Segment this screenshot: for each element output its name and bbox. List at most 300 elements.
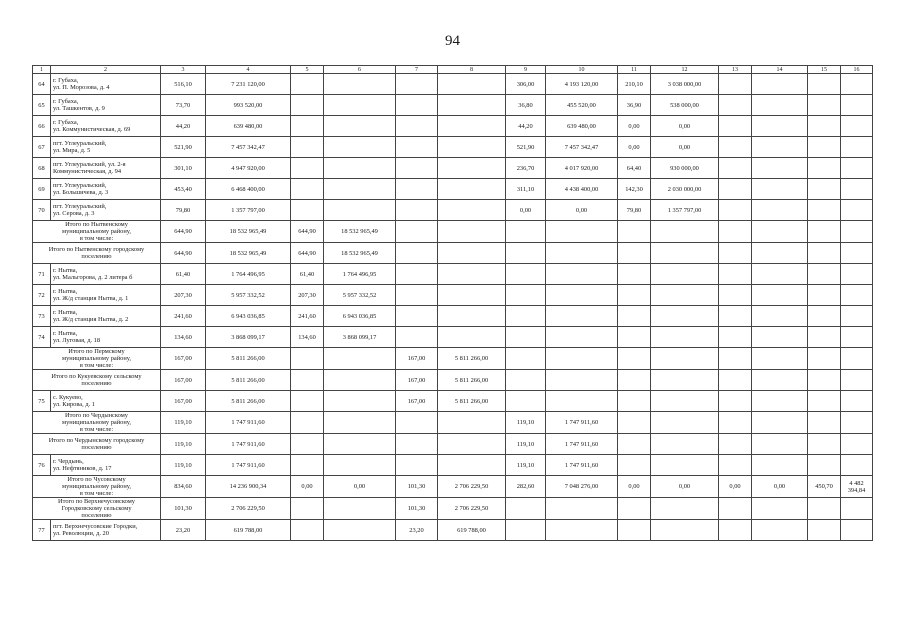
address-cell: г. Нытва, ул. Ж/д станция Нытва, д. 2 [51,306,161,327]
value-cell [808,520,841,541]
value-cell: 301,10 [161,158,206,179]
value-cell: 311,10 [506,179,546,200]
address-cell: пгт. Верхнечусовские Городки, ул. Революции, д. 20 [51,520,161,541]
value-cell [546,243,618,264]
total-row [33,412,873,434]
total-row [33,370,873,391]
value-cell [719,243,752,264]
value-cell: 538 000,00 [651,95,719,116]
value-cell [752,285,808,306]
value-cell [438,95,506,116]
value-cell: 241,60 [291,306,324,327]
value-cell [841,95,873,116]
value-cell [752,348,808,370]
value-cell [438,306,506,327]
value-cell [291,412,324,434]
value-cell [808,348,841,370]
value-cell [438,327,506,348]
value-cell [324,498,396,520]
column-header: 1 [33,66,51,74]
value-cell [719,264,752,285]
value-cell: 0,00 [546,200,618,221]
value-cell [396,243,438,264]
row-number: 65 [33,95,51,116]
column-header: 5 [291,66,324,74]
value-cell [324,158,396,179]
value-cell [651,243,719,264]
row-number: 76 [33,455,51,476]
value-cell: 44,20 [161,116,206,137]
value-cell [291,391,324,412]
value-cell [506,243,546,264]
value-cell [719,520,752,541]
value-cell [324,179,396,200]
value-cell: 4 947 920,00 [206,158,291,179]
value-cell [396,264,438,285]
value-cell [719,348,752,370]
value-cell: 236,70 [506,158,546,179]
value-cell: 7 457 342,47 [206,137,291,158]
value-cell: 18 532 965,49 [206,243,291,264]
value-cell: 644,90 [161,221,206,243]
value-cell: 3 868 099,17 [206,327,291,348]
value-cell: 7 457 342,47 [546,137,618,158]
value-cell: 101,30 [396,476,438,498]
table-row [33,520,873,541]
value-cell [618,391,651,412]
value-cell [396,137,438,158]
value-cell [651,391,719,412]
value-cell [618,348,651,370]
table-row [33,179,873,200]
value-cell: 4 193 120,00 [546,74,618,95]
value-cell [396,285,438,306]
value-cell [719,74,752,95]
value-cell: 44,20 [506,116,546,137]
value-cell: 306,00 [506,74,546,95]
value-cell [291,74,324,95]
value-cell: 5 811 266,00 [206,348,291,370]
page-number: 94 [445,33,460,49]
column-header: 9 [506,66,546,74]
value-cell [841,434,873,455]
value-cell: 18 532 965,49 [324,243,396,264]
value-cell: 644,90 [291,221,324,243]
value-cell [546,348,618,370]
total-label: Итого по Кукуевскому сельскому поселению [33,370,161,391]
total-label: Итого по Чердынскому городскому поселению [33,434,161,455]
value-cell [651,455,719,476]
value-cell [324,412,396,434]
value-cell: 521,90 [506,137,546,158]
value-cell [752,95,808,116]
row-number: 69 [33,179,51,200]
value-cell [752,137,808,158]
value-cell [808,221,841,243]
address-cell: пгт. Углеуральский, ул. 2-я Коммунистическая, д. 94 [51,158,161,179]
value-cell [291,116,324,137]
value-cell [438,179,506,200]
value-cell [291,370,324,391]
address-cell: г. Нытва, ул. Мальгорова, д. 2 литера б [51,264,161,285]
value-cell: 644,90 [291,243,324,264]
value-cell [438,116,506,137]
total-row [33,434,873,455]
total-row [33,348,873,370]
value-cell [438,137,506,158]
value-cell: 6 943 036,85 [324,306,396,327]
value-cell [324,434,396,455]
value-cell [618,520,651,541]
value-cell: 834,60 [161,476,206,498]
value-cell [719,137,752,158]
value-cell [841,221,873,243]
value-cell [808,264,841,285]
row-number: 70 [33,200,51,221]
value-cell: 0,00 [719,476,752,498]
value-cell: 0,00 [618,137,651,158]
value-cell [546,520,618,541]
value-cell [438,243,506,264]
value-cell: 5 811 266,00 [438,370,506,391]
value-cell: 0,00 [651,476,719,498]
value-cell: 521,90 [161,137,206,158]
value-cell: 1 747 911,60 [546,412,618,434]
value-cell [808,158,841,179]
value-cell [546,327,618,348]
value-cell [396,158,438,179]
table-row [33,137,873,158]
value-cell: 450,70 [808,476,841,498]
value-cell [291,498,324,520]
value-cell: 2 030 000,00 [651,179,719,200]
value-cell: 1 764 496,95 [324,264,396,285]
value-cell [546,370,618,391]
row-number: 68 [33,158,51,179]
value-cell: 7 048 276,00 [546,476,618,498]
column-header: 6 [324,66,396,74]
value-cell [324,348,396,370]
value-cell: 119,10 [506,412,546,434]
value-cell: 4 438 400,00 [546,179,618,200]
value-cell [808,391,841,412]
value-cell [291,520,324,541]
value-cell [808,74,841,95]
value-cell: 241,60 [161,306,206,327]
total-label: Итого по Чердынскому муниципальному району, в том числе: [33,412,161,434]
value-cell: 167,00 [161,370,206,391]
value-cell: 119,10 [506,455,546,476]
value-cell [752,412,808,434]
value-cell [841,370,873,391]
value-cell: 134,60 [291,327,324,348]
value-cell [651,327,719,348]
value-cell: 644,90 [161,243,206,264]
value-cell [396,434,438,455]
value-cell: 4 482 394,84 [841,476,873,498]
value-cell [841,412,873,434]
value-cell [808,137,841,158]
value-cell [841,137,873,158]
value-cell [396,95,438,116]
column-header: 2 [51,66,161,74]
value-cell [808,434,841,455]
address-cell: г. Губаха, ул. Коммунистическая, д. 69 [51,116,161,137]
column-header: 10 [546,66,618,74]
value-cell [752,455,808,476]
value-cell: 101,30 [161,498,206,520]
value-cell: 167,00 [161,391,206,412]
value-cell: 119,10 [161,455,206,476]
value-cell [324,74,396,95]
value-cell [719,179,752,200]
table-row [33,158,873,179]
value-cell [719,285,752,306]
table-row [33,455,873,476]
value-cell: 101,30 [396,498,438,520]
value-cell [719,221,752,243]
value-cell: 119,10 [506,434,546,455]
value-cell: 64,40 [618,158,651,179]
value-cell: 167,00 [161,348,206,370]
column-header: 14 [752,66,808,74]
column-header: 8 [438,66,506,74]
value-cell: 455 520,00 [546,95,618,116]
value-cell [324,455,396,476]
value-cell [438,221,506,243]
table-row [33,116,873,137]
value-cell [546,306,618,327]
value-cell [618,498,651,520]
header-row [33,66,873,74]
value-cell [719,95,752,116]
value-cell [719,116,752,137]
value-cell: 619 788,00 [438,520,506,541]
value-cell: 0,00 [291,476,324,498]
value-cell [752,498,808,520]
table-row [33,95,873,116]
value-cell [752,179,808,200]
table-row [33,306,873,327]
column-header: 12 [651,66,719,74]
value-cell: 453,40 [161,179,206,200]
total-row [33,243,873,264]
value-cell: 993 520,00 [206,95,291,116]
value-cell: 5 811 266,00 [206,391,291,412]
value-cell [546,391,618,412]
value-cell: 5 957 332,52 [324,285,396,306]
value-cell [808,285,841,306]
row-number: 73 [33,306,51,327]
value-cell: 516,10 [161,74,206,95]
value-cell: 6 468 400,00 [206,179,291,200]
value-cell: 167,00 [396,391,438,412]
column-header: 7 [396,66,438,74]
value-cell [618,285,651,306]
value-cell: 7 231 120,00 [206,74,291,95]
value-cell [719,391,752,412]
value-cell [808,412,841,434]
value-cell [752,327,808,348]
value-cell: 0,00 [506,200,546,221]
value-cell [396,327,438,348]
table-row [33,200,873,221]
value-cell: 0,00 [618,116,651,137]
value-cell [618,243,651,264]
value-cell [438,285,506,306]
row-number: 77 [33,520,51,541]
value-cell [506,264,546,285]
value-cell [396,179,438,200]
value-cell [841,348,873,370]
value-cell [618,434,651,455]
value-cell [808,455,841,476]
address-cell: г. Нытва, ул. Ж/д станция Нытва, д. 1 [51,285,161,306]
value-cell [546,285,618,306]
value-cell: 3 868 099,17 [324,327,396,348]
value-cell: 142,30 [618,179,651,200]
value-cell: 14 236 900,34 [206,476,291,498]
value-cell [618,327,651,348]
value-cell [438,434,506,455]
column-header: 11 [618,66,651,74]
value-cell [291,455,324,476]
value-cell [291,137,324,158]
value-cell: 61,40 [291,264,324,285]
value-cell: 282,60 [506,476,546,498]
value-cell [438,200,506,221]
value-cell: 18 532 965,49 [324,221,396,243]
value-cell [719,370,752,391]
row-number: 74 [33,327,51,348]
value-cell: 18 532 965,49 [206,221,291,243]
row-number: 64 [33,74,51,95]
value-cell [324,391,396,412]
value-cell: 1 357 797,00 [651,200,719,221]
value-cell [396,412,438,434]
value-cell [808,498,841,520]
value-cell [438,412,506,434]
column-header: 13 [719,66,752,74]
value-cell: 0,00 [752,476,808,498]
value-cell [808,200,841,221]
value-cell [808,327,841,348]
value-cell [752,74,808,95]
address-cell: пгт. Углеуральский, ул. Мира, д. 5 [51,137,161,158]
total-label: Итого по Нытвенскому муниципальному району, в том числе: [33,221,161,243]
value-cell [719,306,752,327]
table-row [33,264,873,285]
row-number: 66 [33,116,51,137]
address-cell: г. Нытва, ул. Луговая, д. 18 [51,327,161,348]
total-row [33,221,873,243]
value-cell [324,95,396,116]
address-cell: г. Губаха, ул. П. Морозова, д. 4 [51,74,161,95]
value-cell [651,520,719,541]
value-cell [618,412,651,434]
total-label: Итого по Пермскому муниципальному району, в том числе: [33,348,161,370]
total-label: Итого по Нытвенскому городскому поселению [33,243,161,264]
value-cell [651,498,719,520]
value-cell [651,370,719,391]
value-cell [438,455,506,476]
value-cell [506,498,546,520]
value-cell: 119,10 [161,412,206,434]
value-cell [618,370,651,391]
value-cell: 2 706 229,50 [438,476,506,498]
value-cell [506,391,546,412]
value-cell [841,391,873,412]
value-cell [438,264,506,285]
row-number: 72 [33,285,51,306]
address-cell: г. Губаха, ул. Ташкентов, д. 9 [51,95,161,116]
value-cell [752,116,808,137]
value-cell [396,116,438,137]
value-cell [841,455,873,476]
table-row [33,327,873,348]
row-number: 71 [33,264,51,285]
value-cell: 619 788,00 [206,520,291,541]
value-cell [618,306,651,327]
value-cell [506,370,546,391]
value-cell [651,264,719,285]
row-number: 67 [33,137,51,158]
value-cell [651,412,719,434]
value-cell: 210,10 [618,74,651,95]
value-cell [841,498,873,520]
value-cell: 1 747 911,60 [206,455,291,476]
value-cell: 167,00 [396,370,438,391]
value-cell [651,221,719,243]
value-cell [396,455,438,476]
value-cell [719,327,752,348]
value-cell: 36,90 [618,95,651,116]
value-cell [808,306,841,327]
address-cell: пгт. Углеуральский, ул. Большичева, д. 3 [51,179,161,200]
value-cell [752,306,808,327]
value-cell [841,116,873,137]
total-label: Итого по Верхнечусовскому Городковскому сельскому поселению [33,498,161,520]
value-cell: 5 811 266,00 [206,370,291,391]
value-cell [546,221,618,243]
value-cell [324,137,396,158]
value-cell [651,348,719,370]
value-cell: 61,40 [161,264,206,285]
value-cell [396,74,438,95]
value-cell: 207,30 [161,285,206,306]
table-row [33,74,873,95]
value-cell [719,498,752,520]
value-cell [808,243,841,264]
value-cell [651,306,719,327]
value-cell [752,264,808,285]
value-cell [291,179,324,200]
value-cell: 73,70 [161,95,206,116]
value-cell: 0,00 [651,116,719,137]
column-header: 15 [808,66,841,74]
table-row [33,391,873,412]
value-cell: 0,00 [618,476,651,498]
value-cell [752,391,808,412]
value-cell [841,158,873,179]
value-cell: 1 747 911,60 [546,455,618,476]
value-cell [808,370,841,391]
value-cell: 3 038 000,00 [651,74,719,95]
value-cell: 23,20 [161,520,206,541]
value-cell [719,455,752,476]
value-cell: 930 000,00 [651,158,719,179]
value-cell [291,434,324,455]
